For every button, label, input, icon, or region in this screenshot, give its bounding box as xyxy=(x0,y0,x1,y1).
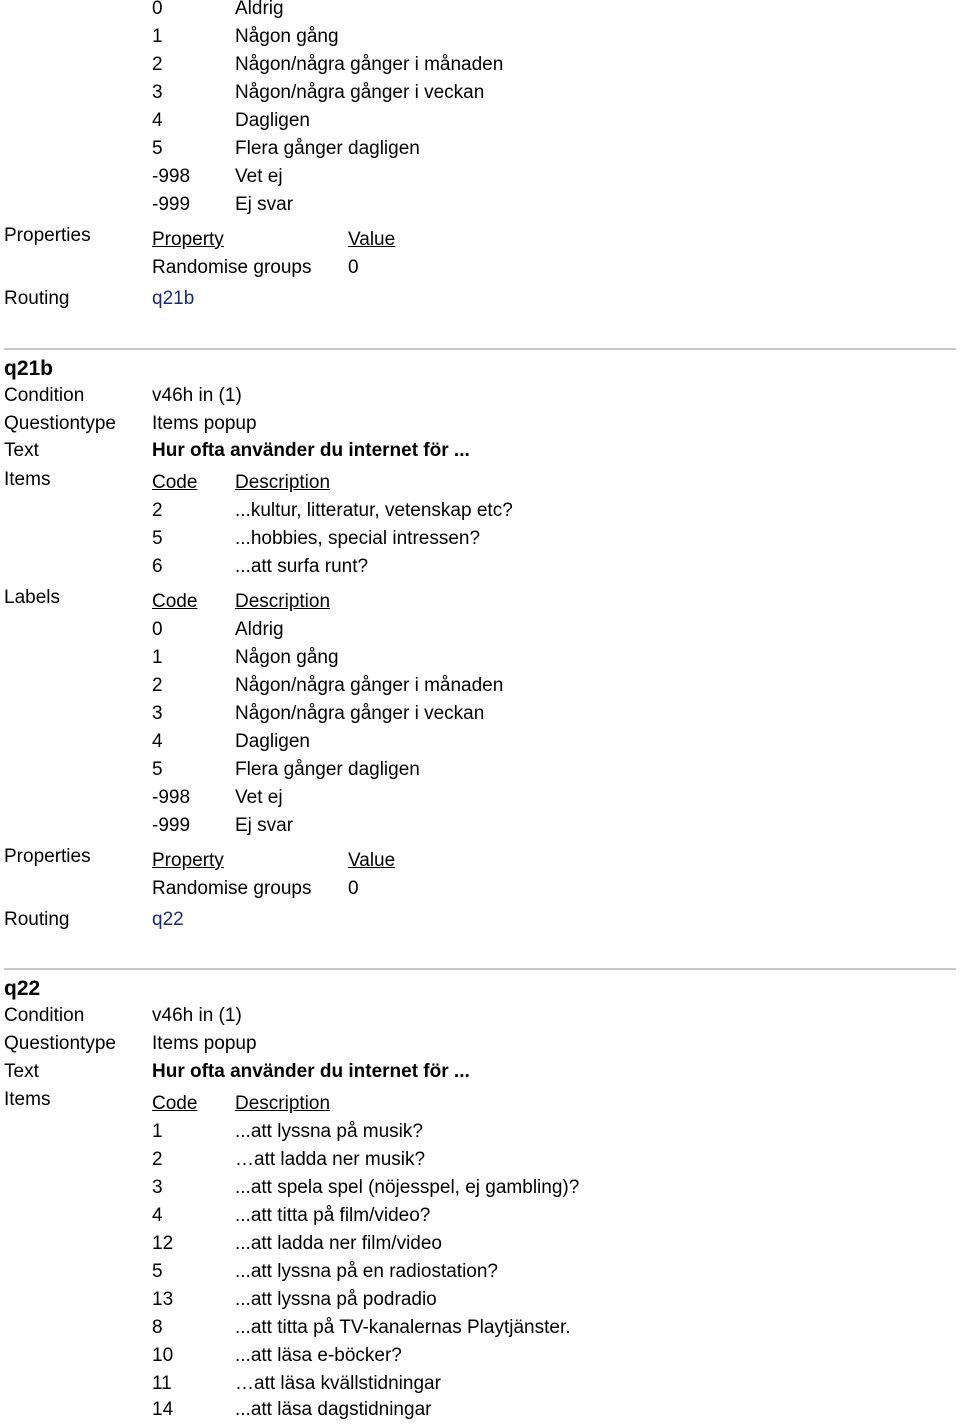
label-description: Någon/några gånger i veckan xyxy=(235,82,485,103)
label-description: Dagligen xyxy=(235,731,310,752)
property-value: 0 xyxy=(348,257,359,278)
label-row xyxy=(0,812,960,840)
questiontype-value: Items popup xyxy=(152,413,257,434)
top-routing-row xyxy=(0,285,960,313)
routing-row xyxy=(0,906,960,934)
text-row xyxy=(0,1058,960,1086)
label-code: 0 xyxy=(152,0,163,19)
item-code: 13 xyxy=(152,1289,174,1310)
item-description: ...att titta på film/video? xyxy=(235,1205,431,1226)
routing-label: Routing xyxy=(4,288,70,309)
label-row xyxy=(0,784,960,812)
properties-label: Properties xyxy=(4,846,91,867)
label-description: Någon gång xyxy=(235,26,339,47)
properties-header xyxy=(0,847,960,875)
label-code: 4 xyxy=(152,110,163,131)
label-description: Någon/några gånger i månaden xyxy=(235,54,504,75)
label-row xyxy=(0,79,960,107)
questiontype-row xyxy=(0,410,960,438)
section-divider xyxy=(4,348,956,350)
label-row xyxy=(0,51,960,79)
item-description: ...att lyssna på musik? xyxy=(235,1121,423,1142)
description-column-header: Description xyxy=(235,1093,331,1114)
label-description: Någon gång xyxy=(235,647,339,668)
property-column-header: Property xyxy=(152,229,224,250)
property-column-header: Property xyxy=(152,850,224,871)
label-row xyxy=(0,135,960,163)
item-description: ...att läsa dagstidningar xyxy=(235,1399,432,1420)
top-properties-header xyxy=(0,226,960,254)
item-row xyxy=(0,1286,960,1314)
label-description: Aldrig xyxy=(235,619,284,640)
labels-header xyxy=(0,588,960,616)
label-code: 2 xyxy=(152,675,163,696)
label-code: 5 xyxy=(152,138,163,159)
condition-row xyxy=(0,382,960,410)
label-code: 5 xyxy=(152,759,163,780)
item-code: 2 xyxy=(152,500,163,521)
item-description: ...att läsa e-böcker? xyxy=(235,1345,402,1366)
item-description: …att ladda ner musik? xyxy=(235,1149,426,1170)
labels-label: Labels xyxy=(4,587,60,608)
code-column-header: Code xyxy=(152,472,198,493)
label-row xyxy=(0,163,960,191)
label-description: Vet ej xyxy=(235,787,283,808)
label-code: 2 xyxy=(152,54,163,75)
condition-value: v46h in (1) xyxy=(152,385,242,406)
label-row xyxy=(0,0,960,23)
text-label: Text xyxy=(4,1061,39,1082)
items-header xyxy=(0,469,960,497)
item-row xyxy=(0,1396,960,1424)
label-code: 1 xyxy=(152,26,163,47)
question-text: Hur ofta använder du internet för ... xyxy=(152,440,470,461)
questiontype-label: Questiontype xyxy=(4,413,116,434)
question-text: Hur ofta använder du internet för ... xyxy=(152,1061,470,1082)
question-id: q22 xyxy=(4,977,41,1000)
item-description: ...hobbies, special intressen? xyxy=(235,528,481,549)
property-name: Randomise groups xyxy=(152,878,312,899)
label-row xyxy=(0,672,960,700)
item-code: 4 xyxy=(152,1205,163,1226)
items-label: Items xyxy=(4,469,51,490)
label-code: -999 xyxy=(152,194,191,215)
label-description: Ej svar xyxy=(235,815,294,836)
label-row xyxy=(0,756,960,784)
item-row xyxy=(0,1342,960,1370)
text-label: Text xyxy=(4,440,39,461)
item-code: 10 xyxy=(152,1345,174,1366)
description-column-header: Description xyxy=(235,472,331,493)
label-description: Någon/några gånger i veckan xyxy=(235,703,485,724)
section-divider xyxy=(4,968,956,970)
item-row xyxy=(0,1202,960,1230)
item-code: 8 xyxy=(152,1317,163,1338)
item-code: 1 xyxy=(152,1121,163,1142)
label-code: 3 xyxy=(152,703,163,724)
item-row xyxy=(0,525,960,553)
label-description: Vet ej xyxy=(235,166,283,187)
label-description: Dagligen xyxy=(235,110,310,131)
label-code: 3 xyxy=(152,82,163,103)
item-description: …att läsa kvällstidningar xyxy=(235,1373,441,1394)
description-column-header: Description xyxy=(235,591,331,612)
value-column-header: Value xyxy=(348,229,396,250)
item-code: 6 xyxy=(152,556,163,577)
label-description: Någon/några gånger i månaden xyxy=(235,675,504,696)
code-column-header: Code xyxy=(152,591,198,612)
question-header xyxy=(0,355,960,383)
item-description: ...att surfa runt? xyxy=(235,556,369,577)
item-code: 14 xyxy=(152,1399,174,1420)
label-row xyxy=(0,700,960,728)
item-row xyxy=(0,1118,960,1146)
item-description: ...att ladda ner film/video xyxy=(235,1233,442,1254)
property-row xyxy=(0,875,960,903)
code-column-header: Code xyxy=(152,1093,198,1114)
items-header xyxy=(0,1090,960,1118)
item-code: 12 xyxy=(152,1233,174,1254)
property-name: Randomise groups xyxy=(152,257,312,278)
label-row xyxy=(0,23,960,51)
label-code: 4 xyxy=(152,731,163,752)
questiontype-row xyxy=(0,1030,960,1058)
item-description: ...att spela spel (nöjesspel, ej gambling)? xyxy=(235,1177,580,1198)
label-code: -999 xyxy=(152,815,191,836)
label-row xyxy=(0,616,960,644)
item-row xyxy=(0,1314,960,1342)
label-row xyxy=(0,728,960,756)
condition-value: v46h in (1) xyxy=(152,1005,242,1026)
text-row xyxy=(0,437,960,465)
questiontype-value: Items popup xyxy=(152,1033,257,1054)
item-description: ...att lyssna på podradio xyxy=(235,1289,437,1310)
value-column-header: Value xyxy=(348,850,396,871)
item-row xyxy=(0,1230,960,1258)
question-header xyxy=(0,975,960,1003)
label-code: -998 xyxy=(152,787,191,808)
item-description: ...att titta på TV-kanalernas Playtjänster. xyxy=(235,1317,571,1338)
properties-label: Properties xyxy=(4,225,91,246)
label-code: -998 xyxy=(152,166,191,187)
label-description: Aldrig xyxy=(235,0,284,19)
item-code: 2 xyxy=(152,1149,163,1170)
label-row xyxy=(0,107,960,135)
item-row xyxy=(0,1146,960,1174)
label-code: 1 xyxy=(152,647,163,668)
condition-label: Condition xyxy=(4,1005,85,1026)
label-code: 0 xyxy=(152,619,163,640)
item-code: 3 xyxy=(152,1177,163,1198)
label-row xyxy=(0,644,960,672)
property-value: 0 xyxy=(348,878,359,899)
condition-row xyxy=(0,1002,960,1030)
item-row xyxy=(0,1258,960,1286)
item-code: 5 xyxy=(152,1261,163,1282)
item-description: ...kultur, litteratur, vetenskap etc? xyxy=(235,500,513,521)
label-description: Flera gånger dagligen xyxy=(235,759,420,780)
routing-link[interactable]: q22 xyxy=(152,909,184,930)
condition-label: Condition xyxy=(4,385,85,406)
question-id: q21b xyxy=(4,357,54,380)
item-description: ...att lyssna på en radiostation? xyxy=(235,1261,498,1282)
label-description: Flera gånger dagligen xyxy=(235,138,420,159)
property-row xyxy=(0,254,960,282)
item-code: 11 xyxy=(152,1373,172,1394)
item-row xyxy=(0,553,960,581)
label-description: Ej svar xyxy=(235,194,294,215)
routing-link[interactable]: q21b xyxy=(152,288,195,309)
item-code: 5 xyxy=(152,528,163,549)
item-row xyxy=(0,1370,960,1398)
items-label: Items xyxy=(4,1089,51,1110)
questiontype-label: Questiontype xyxy=(4,1033,116,1054)
item-row xyxy=(0,497,960,525)
label-row xyxy=(0,191,960,219)
routing-label: Routing xyxy=(4,909,70,930)
item-row xyxy=(0,1174,960,1202)
